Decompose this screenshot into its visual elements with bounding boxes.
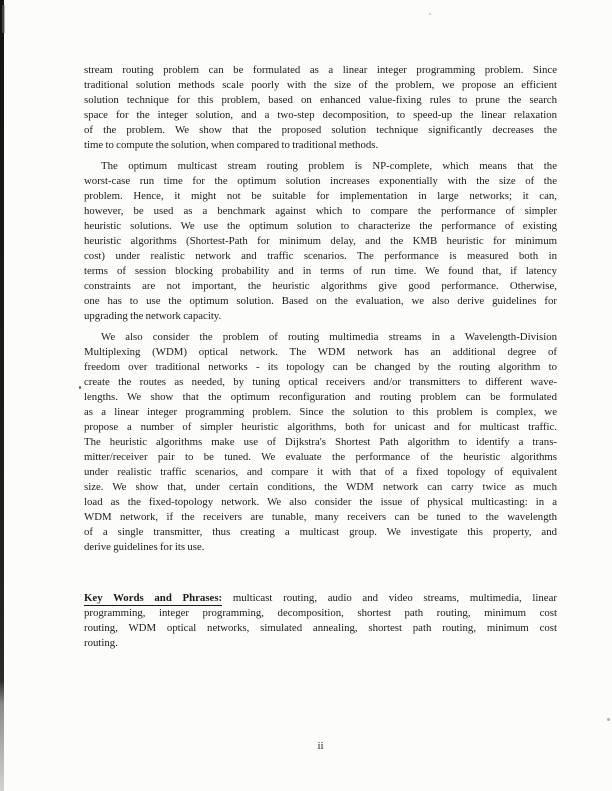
text-line: upgrading the network capacity. [84,310,222,322]
text-line: Multiplexing (WDM) optical network. The WDM network has an additional degree of [84,346,557,358]
abstract-paragraph-2 [84,159,557,324]
text-line: heuristic solutions. We use the optimum solution to characterize the performance of existing [84,220,557,232]
text-line: freedom over traditional networks - its topology can be changed by the routing algorithm to [84,361,557,373]
text-line: as a linear integer programming problem. Since the solution to this problem is complex, we [84,406,557,418]
text-line: problem. Hence, it might not be suitable for implementation in large networks; it can, [84,190,557,202]
text-line: space for the integer solution, and a two-step decomposition, to speed-up the linear relaxation [84,109,557,121]
keywords-label: Key Words and Phrases: [84,592,223,604]
abstract-paragraph-3 [84,330,557,555]
text-line: however, be used as a benchmark against which to compare the performance of simpler [84,205,557,217]
text-line: lengths. We show that the optimum reconfiguration and routing problem can be formulated [84,391,557,403]
keywords-text: multicast routing, audio and video streams, multimedia, linear [232,592,557,604]
text-line: load as the fixed-topology network. We also consider the issue of physical multicasting: in a [84,496,557,508]
text-line: The heuristic algorithms make use of Dijkstra's Shortest Path algorithm to identify a trans- [84,436,557,448]
scan-edge-noise [2,5,5,33]
scan-speck [79,386,81,389]
text-line: time to compute the solution, when compared to traditional methods. [84,139,379,151]
text-line: routing. [84,637,118,649]
scan-speck [607,718,610,721]
text-line: derive guidelines for its use. [84,541,205,553]
text-line: traditional solution methods scale poorly with the size of the problem, we propose an efficient [84,79,557,91]
text-line: WDM network, if the receivers are tunable, many receivers can be tuned to the wavelength [84,511,557,523]
text-line: one has to use the optimum solution. Based on the evaluation, we also derive guidelines for [84,295,557,307]
page-number: ii [317,740,324,752]
keywords-continuation [84,606,557,651]
text-line: programming, integer programming, decomposition, shortest path routing, minimum cost [84,607,557,619]
scan-edge-artifact-left [0,0,4,791]
text-line: terms of session blocking probability and in terms of run time. We found that, if latency [84,265,557,277]
text-line: mitter/receiver pair to be tuned. We evaluate the performance of the heuristic algorithms [84,451,557,463]
text-line: routing, WDM optical networks, simulated annealing, shortest path routing, minimum cost [84,622,557,634]
scan-speck [429,13,431,15]
text-line: worst-case run time for the optimum solution increases exponentially with the size of the [84,175,557,187]
text-line: create the routes as needed, by tuning optical receivers and/or transmitters to different wave- [84,376,557,388]
text-line: The optimum multicast stream routing problem is NP-complete, which means that the [101,160,557,172]
text-line: cost) under realistic network and traffic scenarios. The performance is measured both in [84,250,557,262]
text-line: constraints are not important, the heuristic algorithms give good performance. Otherwise, [84,280,557,292]
abstract-body [84,63,557,651]
text-line: solution technique for this problem, based on enhanced value-fixing rules to prune the search [84,94,557,106]
text-line: propose a number of simpler heuristic algorithms, both for unicast and for multicast traffic. [84,421,557,433]
text-line: stream routing problem can be formulated as a linear integer programming problem. Since [84,64,557,76]
text-line: size. We show that, under certain conditions, the WDM network can carry twice as much [84,481,557,493]
text-line: of the problem. We show that the proposed solution technique significantly decreases the [84,124,557,136]
text-line: under realistic traffic scenarios, and compare it with that of a fixed topology of equivalent [84,466,557,478]
text-line: We also consider the problem of routing multimedia streams in a Wavelength-Division [101,331,557,343]
keywords-first-line [84,591,557,606]
text-line: heuristic algorithms (Shortest-Path for minimum delay, and the KMB heuristic for minimum [84,235,557,247]
abstract-paragraph-1 [84,63,557,153]
text-line: of a single transmitter, thus creating a multicast group. We investigate this property, and [84,526,557,538]
keywords-section [84,591,557,651]
